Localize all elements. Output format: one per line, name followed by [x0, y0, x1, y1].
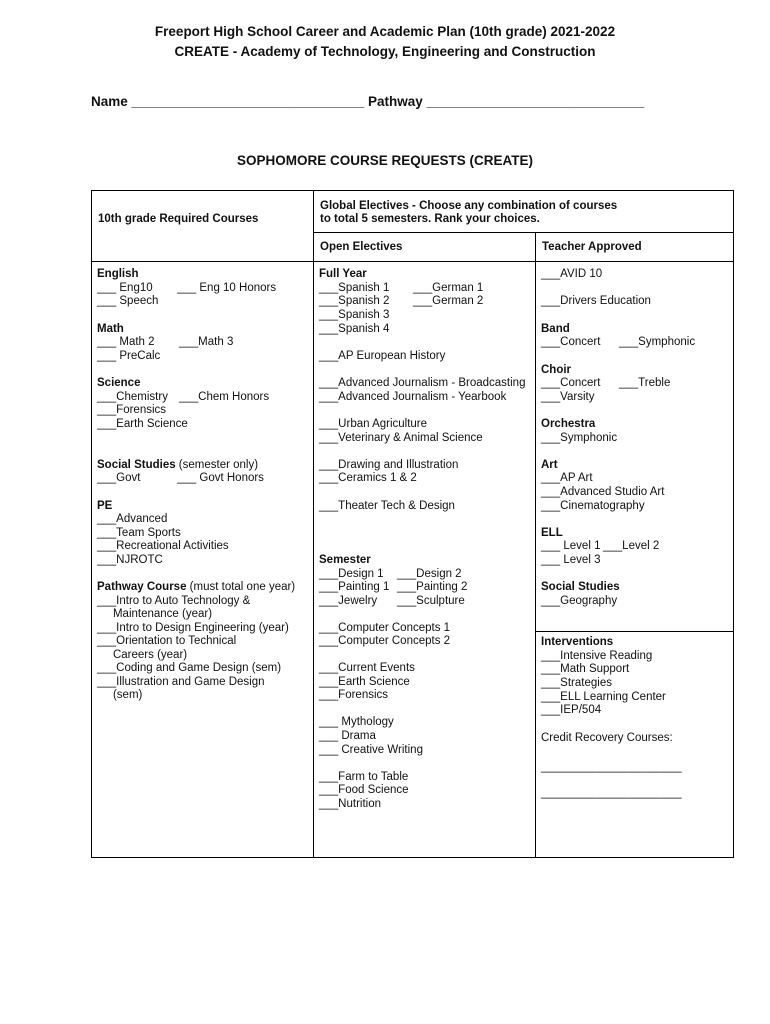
eng10-option[interactable]: ___ Eng10	[97, 282, 153, 294]
ap-european-history-option[interactable]: ___AP European History	[319, 350, 446, 362]
choir-treble-option[interactable]: ___Treble	[619, 377, 671, 389]
social-studies-heading	[97, 459, 258, 473]
pathway-heading	[97, 581, 295, 595]
title-line-1: Freeport High School Career and Academic Plan (10th grade) 2021-2022	[154, 24, 616, 39]
pathway-line: (sem)	[97, 689, 143, 701]
iep-504-option[interactable]: ___IEP/504	[541, 704, 602, 716]
section-title: SOPHOMORE COURSE REQUESTS (CREATE)	[236, 153, 534, 168]
ap-art-option[interactable]: ___AP Art	[541, 472, 593, 484]
col23-header-line2: to total 5 semesters. Rank your choices.	[320, 213, 540, 225]
theater-tech-option[interactable]: ___Theater Tech & Design	[319, 500, 455, 512]
ell-level-3-option[interactable]: ___ Level 3	[541, 554, 601, 566]
col1-header: 10th grade Required Courses	[98, 213, 259, 225]
col23-header-line1: Global Electives - Choose any combination of courses	[320, 200, 618, 212]
choir-heading: Choir	[541, 364, 572, 376]
ceramics-option[interactable]: ___Ceramics 1 & 2	[319, 472, 417, 484]
math3-option[interactable]: ___Math 3	[179, 336, 234, 348]
journalism-broadcasting-option[interactable]: ___Advanced Journalism - Broadcasting	[319, 377, 526, 389]
pathway-line[interactable]: ___Coding and Game Design (sem)	[97, 662, 282, 674]
math2-option[interactable]: ___ Math 2	[97, 336, 155, 348]
choir-concert-option[interactable]: ___Concert	[541, 377, 601, 389]
pathway-line: Careers (year)	[97, 649, 188, 661]
spanish-1-option[interactable]: ___Spanish 1	[319, 282, 390, 294]
pathway-line[interactable]: ___Intro to Auto Technology &	[97, 595, 251, 607]
drawing-option[interactable]: ___Drawing and Illustration	[319, 459, 459, 471]
forensics-elective-option[interactable]: ___Forensics	[319, 689, 389, 701]
column-divider-2	[535, 233, 536, 857]
ell-level-1-option[interactable]: ___ Level 1	[541, 540, 601, 552]
veterinary-option[interactable]: ___Veterinary & Animal Science	[319, 432, 483, 444]
food-science-option[interactable]: ___Food Science	[319, 784, 409, 796]
orchestra-symphonic-option[interactable]: ___Symphonic	[541, 432, 618, 444]
pathway-line: Maintenance (year)	[97, 608, 213, 620]
precalc-option[interactable]: ___ PreCalc	[97, 350, 161, 362]
pe-team-sports-option[interactable]: ___Team Sports	[97, 527, 181, 539]
ell-learning-center-option[interactable]: ___ELL Learning Center	[541, 691, 666, 703]
journalism-yearbook-option[interactable]: ___Advanced Journalism - Yearbook	[319, 391, 507, 403]
german-2-option[interactable]: ___German 2	[413, 295, 484, 307]
orchestra-heading: Orchestra	[541, 418, 596, 430]
pe-njrotc-option[interactable]: ___NJROTC	[97, 554, 163, 566]
ell-heading: ELL	[541, 527, 563, 539]
pathway-line[interactable]: ___Intro to Design Engineering (year)	[97, 622, 289, 634]
advanced-studio-art-option[interactable]: ___Advanced Studio Art	[541, 486, 665, 498]
spanish-3-option[interactable]: ___Spanish 3	[319, 309, 390, 321]
cinematography-option[interactable]: ___Cinematography	[541, 500, 645, 512]
ell-level-2-option[interactable]: ___Level 2	[603, 540, 660, 552]
pathway-note: (must total one year)	[186, 581, 296, 593]
pathway-title: Pathway Course	[97, 581, 187, 593]
pe-recreational-option[interactable]: ___Recreational Activities	[97, 540, 229, 552]
computer-concepts-1-option[interactable]: ___Computer Concepts 1	[319, 622, 451, 634]
painting-1-option[interactable]: ___Painting 1	[319, 581, 390, 593]
title-line-2: CREATE - Academy of Technology, Engineering and Construction	[174, 44, 596, 59]
pathway-line[interactable]: ___Illustration and Game Design	[97, 676, 265, 688]
col2-header: Open Electives	[320, 241, 403, 253]
strategies-option[interactable]: ___Strategies	[541, 677, 612, 689]
current-events-option[interactable]: ___Current Events	[319, 662, 415, 674]
design-2-option[interactable]: ___Design 2	[397, 568, 462, 580]
math-heading: Math	[97, 323, 124, 335]
band-heading: Band	[541, 323, 570, 335]
drama-option[interactable]: ___ Drama	[319, 730, 376, 742]
full-year-heading: Full Year	[319, 268, 367, 280]
urban-agriculture-option[interactable]: ___Urban Agriculture	[319, 418, 428, 430]
sculpture-option[interactable]: ___Sculpture	[397, 595, 465, 607]
spanish-2-option[interactable]: ___Spanish 2	[319, 295, 390, 307]
earth-science-option[interactable]: ___Earth Science	[97, 418, 188, 430]
geography-option[interactable]: ___Geography	[541, 595, 618, 607]
farm-to-table-option[interactable]: ___Farm to Table	[319, 771, 409, 783]
credit-recovery-blank-2[interactable]: ______________________	[541, 787, 682, 799]
header-bottom-rule	[92, 261, 734, 262]
credit-recovery-label: Credit Recovery Courses:	[541, 732, 673, 744]
jewelry-option[interactable]: ___Jewelry	[319, 595, 378, 607]
credit-recovery-blank-1[interactable]: ______________________	[541, 761, 682, 773]
semester-heading: Semester	[319, 554, 371, 566]
science-heading: Science	[97, 377, 141, 389]
chem-honors-option[interactable]: ___Chem Honors	[179, 391, 270, 403]
german-1-option[interactable]: ___German 1	[413, 282, 484, 294]
header-divider	[313, 232, 734, 233]
nutrition-option[interactable]: ___Nutrition	[319, 798, 382, 810]
govt-option[interactable]: ___Govt	[97, 472, 141, 484]
pe-advanced-option[interactable]: ___Advanced	[97, 513, 168, 525]
band-concert-option[interactable]: ___Concert	[541, 336, 601, 348]
approved-social-studies-heading: Social Studies	[541, 581, 620, 593]
chemistry-option[interactable]: ___Chemistry	[97, 391, 168, 403]
art-heading: Art	[541, 459, 558, 471]
drivers-ed-option[interactable]: ___Drivers Education	[541, 295, 651, 307]
design-1-option[interactable]: ___Design 1	[319, 568, 384, 580]
interventions-divider	[535, 631, 734, 632]
math-support-option[interactable]: ___Math Support	[541, 663, 630, 675]
creative-writing-option[interactable]: ___ Creative Writing	[319, 744, 423, 756]
name-pathway-line[interactable]: Name _______________________________ Pathway _____________________________	[91, 94, 645, 109]
interventions-heading: Interventions	[541, 636, 614, 648]
intensive-reading-option[interactable]: ___Intensive Reading	[541, 650, 653, 662]
avid-option[interactable]: ___AVID 10	[541, 268, 603, 280]
speech-option[interactable]: ___ Speech	[97, 295, 159, 307]
choir-varsity-option[interactable]: ___Varsity	[541, 391, 595, 403]
column-divider-1	[313, 191, 314, 857]
col3-header: Teacher Approved	[542, 241, 642, 253]
mythology-option[interactable]: ___ Mythology	[319, 716, 394, 728]
social-studies-title: Social Studies	[97, 459, 176, 471]
painting-2-option[interactable]: ___Painting 2	[397, 581, 468, 593]
forensics-option[interactable]: ___Forensics	[97, 404, 167, 416]
social-studies-note: (semester only)	[175, 459, 259, 471]
english-heading: English	[97, 268, 139, 280]
earth-science-elective-option[interactable]: ___Earth Science	[319, 676, 410, 688]
pathway-line[interactable]: ___Orientation to Technical	[97, 635, 237, 647]
band-symphonic-option[interactable]: ___Symphonic	[619, 336, 696, 348]
govt-honors-option[interactable]: ___ Govt Honors	[177, 472, 264, 484]
spanish-4-option[interactable]: ___Spanish 4	[319, 323, 390, 335]
pe-heading: PE	[97, 500, 113, 512]
eng10-honors-option[interactable]: ___ Eng 10 Honors	[177, 282, 277, 294]
computer-concepts-2-option[interactable]: ___Computer Concepts 2	[319, 635, 451, 647]
